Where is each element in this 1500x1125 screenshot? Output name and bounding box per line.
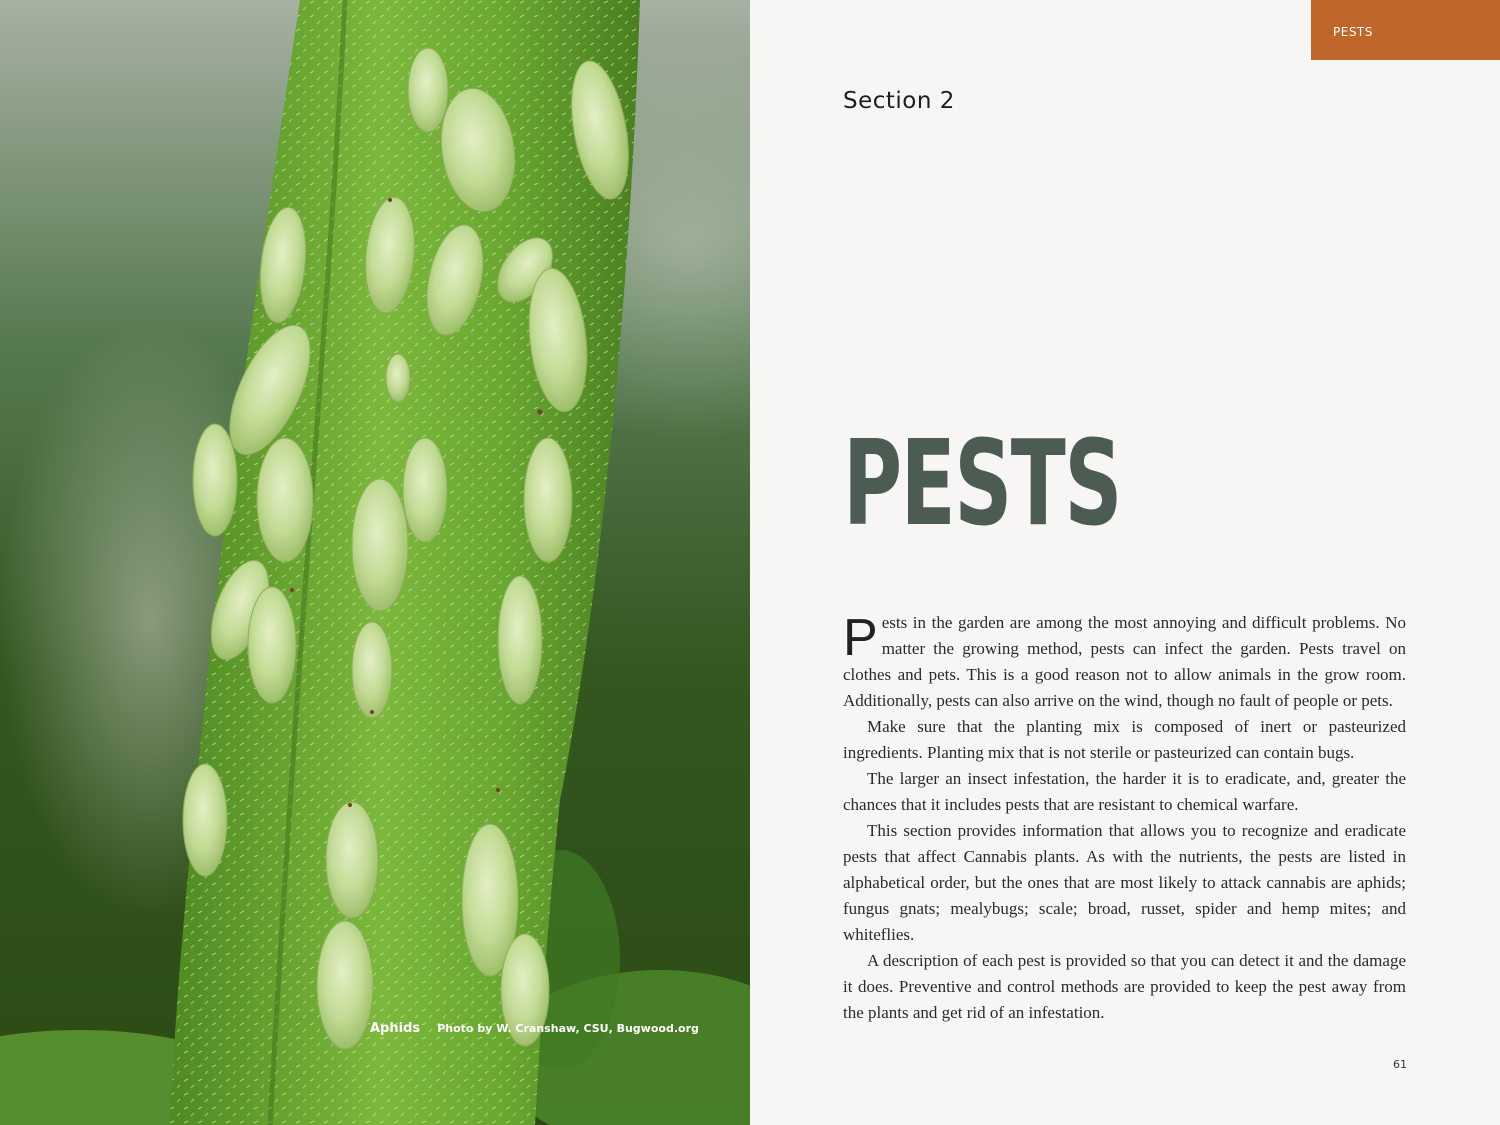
- body-text: [843, 610, 1406, 1026]
- paragraph: A description of each pest is provided so that you can detect it and the damage it does. Preventive and control methods are provided to keep the pest away from the plants and get rid of an infestation.: [843, 951, 1406, 1022]
- section-tab: PESTS: [1311, 0, 1500, 60]
- paragraph: The larger an insect infestation, the harder it is to eradicate, and, greater the chances that it includes pests that are resistant to chemical warfare.: [843, 769, 1406, 814]
- page-number: 61: [1393, 1058, 1407, 1071]
- caption-label: Aphids: [370, 1021, 421, 1036]
- paragraph: This section provides information that allows you to recognize and eradicate pests that affect Cannabis plants. As with the nutrients, the pests are listed in alphabetical order, but the ones that are most likely to attack cannabis are aphids; fungus gnats; mealybugs; scale; broad, russet, spider and hemp mites; and whiteflies.: [843, 821, 1406, 944]
- text-page: [750, 0, 1500, 1125]
- drop-cap: P: [843, 609, 878, 667]
- paragraph: Make sure that the planting mix is composed of inert or pasteurized ingredients. Planting mix that is not sterile or pasteurized can contain bugs.: [843, 717, 1406, 762]
- section-number: Section 2: [843, 88, 955, 114]
- paragraph-text: ests in the garden are among the most annoying and difficult problems. No matter the growing method, pests can infect the garden. Pests travel on clothes and pets. This is a good reason not to allow animals in the grow room. Additionally, pests can also arrive on the wind, though no fault of people or pets.: [843, 613, 1406, 710]
- photo-caption: [370, 1017, 699, 1036]
- paragraph: [843, 610, 1406, 714]
- page-title: PESTS: [843, 414, 1121, 552]
- caption-credit: Photo by W. Cranshaw, CSU, Bugwood.org: [437, 1022, 699, 1035]
